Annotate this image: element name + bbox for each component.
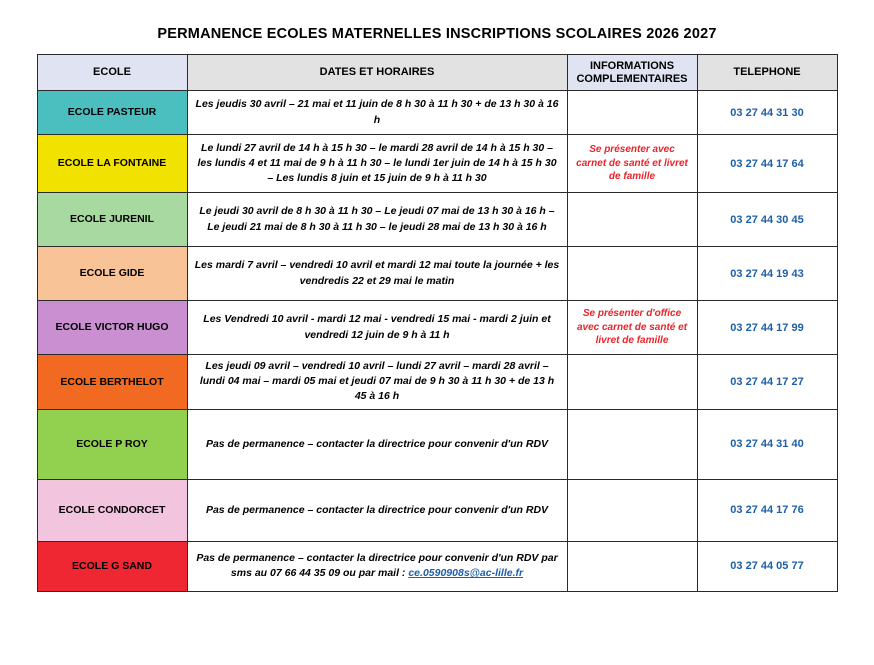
dates-cell: Les mardi 7 avril – vendredi 10 avril et mardi 12 mai toute la journée + les vendredis 22 et 29 mai le matin [187,247,567,301]
phone-cell: 03 27 44 30 45 [697,193,837,247]
table-row [37,355,837,410]
school-name-cell: ECOLE CONDORCET [37,479,187,541]
table-body [37,91,837,592]
phone-cell: 03 27 44 31 30 [697,91,837,135]
document-page [0,26,874,665]
infos-cell [567,91,697,135]
table-row [37,541,837,591]
dates-cell: Les Vendredi 10 avril - mardi 12 mai - vendredi 15 mai - mardi 2 juin et vendredi 12 juin de 9 h à 11 h [187,301,567,355]
table-header-row [37,55,837,91]
phone-cell: 03 27 44 17 99 [697,301,837,355]
school-name-cell: ECOLE G SAND [37,541,187,591]
email-link[interactable]: ce.0590908s@ac-lille.fr [408,567,524,580]
infos-cell [567,541,697,591]
dates-cell: Pas de permanence – contacter la directrice pour convenir d'un RDV [187,409,567,479]
dates-cell: Le lundi 27 avril de 14 h à 15 h 30 – le mardi 28 avril de 14 h à 15 h 30 – les lundis 4 et 11 mai de 9 h à 11 h 30 – le lundi 1er juin de 14 h à 15 h 30 – Les lundis 8 juin et 15 juin de 9 h à 11 h 30 [187,135,567,193]
phone-cell: 03 27 44 05 77 [697,541,837,591]
infos-cell [567,247,697,301]
school-name-cell: ECOLE VICTOR HUGO [37,301,187,355]
school-name-cell: ECOLE LA FONTAINE [37,135,187,193]
school-name-cell: ECOLE P ROY [37,409,187,479]
infos-cell: Se présenter avec carnet de santé et livret de famille [567,135,697,193]
phone-cell: 03 27 44 17 27 [697,355,837,410]
phone-cell: 03 27 44 19 43 [697,247,837,301]
column-header-infos: INFORMATIONS COMPLEMENTAIRES [567,55,697,91]
table-row [37,409,837,479]
dates-cell: Pas de permanence – contacter la directrice pour convenir d'un RDV [187,479,567,541]
dates-cell: Le jeudi 30 avril de 8 h 30 à 11 h 30 – Le jeudi 07 mai de 13 h 30 à 16 h – Le jeudi 21 mai de 8 h 30 à 11 h 30 – le jeudi 28 mai de 13 h 30 à 16 h [187,193,567,247]
school-name-cell: ECOLE GIDE [37,247,187,301]
schedule-table [37,54,838,592]
school-name-cell: ECOLE JURENIL [37,193,187,247]
school-name-cell: ECOLE PASTEUR [37,91,187,135]
table-row [37,301,837,355]
table-row [37,193,837,247]
table-row [37,247,837,301]
dates-cell: Les jeudis 30 avril – 21 mai et 11 juin de 8 h 30 à 11 h 30 + de 13 h 30 à 16 h [187,91,567,135]
infos-cell [567,193,697,247]
dates-cell: Les jeudi 09 avril – vendredi 10 avril – lundi 27 avril – mardi 28 avril – lundi 04 mai – mardi 05 mai et jeudi 07 mai de 9 h 30 à 11 h 30 + de 13 h 45 à 16 h [187,355,567,410]
column-header-dates: DATES ET HORAIRES [187,55,567,91]
infos-cell [567,355,697,410]
table-header [37,55,837,91]
school-name-cell: ECOLE BERTHELOT [37,355,187,410]
page-title: PERMANENCE ECOLES MATERNELLES INSCRIPTIONS SCOLAIRES 2026 2027 [157,26,717,42]
phone-cell: 03 27 44 17 64 [697,135,837,193]
phone-cell: 03 27 44 31 40 [697,409,837,479]
infos-cell [567,479,697,541]
dates-cell [187,541,567,591]
column-header-phone: TELEPHONE [697,55,837,91]
dates-text: Pas de permanence – contacter la directrice pour convenir d'un RDV par sms au 07 66 44 35 09 ou par mail : [196,551,558,580]
table-row [37,91,837,135]
infos-cell: Se présenter d'office avec carnet de santé et livret de famille [567,301,697,355]
table-row [37,479,837,541]
table-row [37,135,837,193]
column-header-school: ECOLE [37,55,187,91]
infos-cell [567,409,697,479]
phone-cell: 03 27 44 17 76 [697,479,837,541]
